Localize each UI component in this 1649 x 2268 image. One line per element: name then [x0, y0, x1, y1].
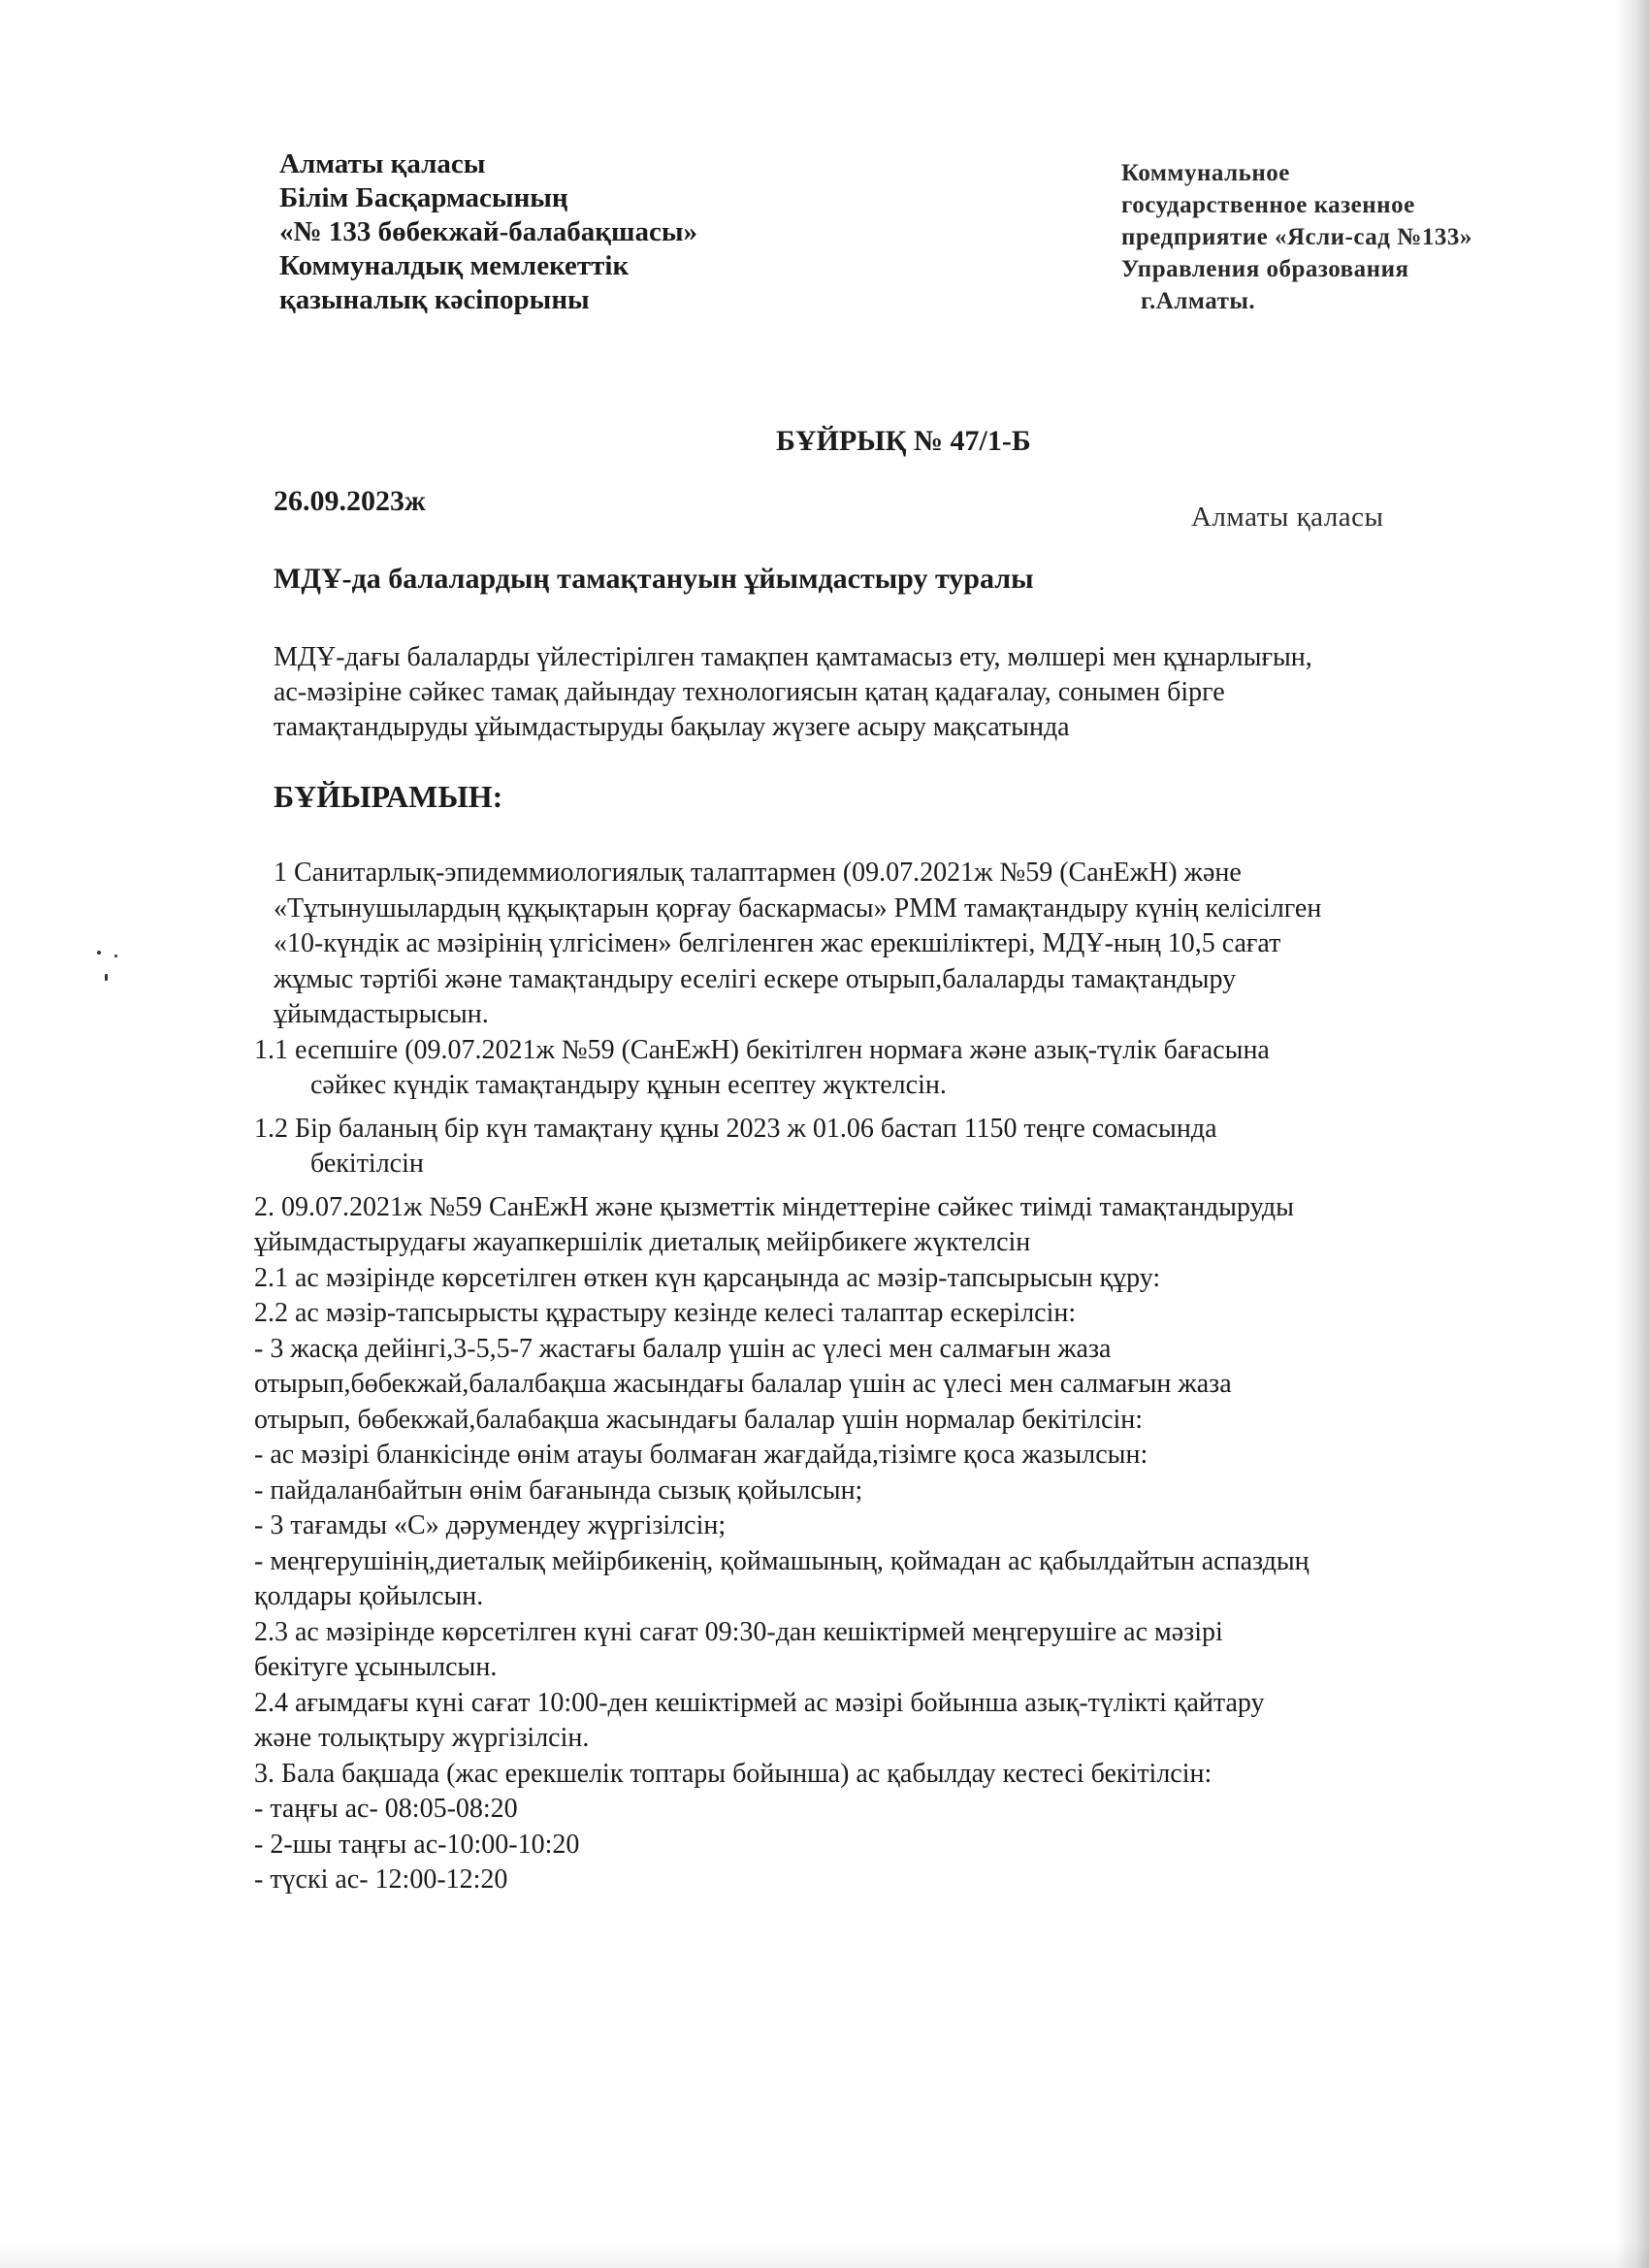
body-line: отырып, бөбекжай,балабақша жасындағы балалар үшін нормалар бекітілсін: — [254, 1404, 1144, 1435]
body-line: 1.1 есепшіге (09.07.2021ж №59 (СанЕжН) бекітілген нормаға және азық-түлік бағасына — [254, 1034, 1270, 1065]
body-line: - таңғы ас- 08:05-08:20 — [254, 1794, 518, 1824]
body-line: - түскі ас- 12:00-12:20 — [254, 1864, 508, 1895]
preamble-line: ас-мәзіріне сәйкес тамақ дайындау технологиясын қатаң қадағалау, сонымен бірге — [274, 677, 1225, 707]
header-left-line: Коммуналдық мемлекеттік — [279, 250, 630, 281]
order-place: Алматы қаласы — [1191, 502, 1384, 533]
body-line: - пайдаланбайтын өнім бағанында сызық қойылсын; — [254, 1474, 863, 1506]
header-right-line: г.Алматы. — [1141, 288, 1256, 314]
body-line: 1.2 Бір баланың бір күн тамақтану құны 2023 ж 01.06 бастап 1150 теңге сомасында — [254, 1113, 1217, 1144]
order-title: БҰЙРЫҚ № 47/1-Б — [776, 425, 1031, 457]
scan-speck — [105, 974, 108, 981]
body-line: «Тұтынушылардың құқықтарын қорғау баскармасы» РММ тамақтандыру күнің келісілген — [274, 892, 1322, 923]
body-line: 2. 09.07.2021ж №59 СанЕжН және қызметтік міндеттеріне сәйкес тиімді тамақтандыруды — [254, 1191, 1294, 1222]
scan-shadow-right — [1616, 0, 1649, 2268]
body-line: 2.4 ағымдағы күні сағат 10:00-ден кешіктірмей ас мәзірі бойынша азық-түлікті қайтару — [254, 1687, 1265, 1718]
header-left-kazakh — [279, 147, 697, 317]
body-line: 2.2 ас мәзір-тапсырысты құрастыру кезінде келесі талаптар ескерілсін: — [254, 1298, 1077, 1328]
body-line: - ас мәзірі бланкісінде өнім атауы болмаған жағдайда,тізімге қоса жазылсын: — [254, 1440, 1148, 1470]
preamble — [274, 640, 1535, 745]
body-line: 1 Санитарлық-эпидеммиологиялық талаптармен (09.07.2021ж №59 (СанЕжН) және — [274, 858, 1242, 888]
header-left-line: Білім Басқармасының — [279, 182, 568, 213]
header-left-line: қазыналық кәсіпорыны — [279, 284, 590, 315]
scan-speck — [114, 955, 117, 957]
header-right-line: предприятие «Ясли-сад №133» — [1121, 224, 1472, 250]
header-right-line: Управления образования — [1121, 256, 1409, 282]
body-line: - меңгерушінің,диеталық мейірбикенің, қоймашының, қоймадан ас қабылдайтын аспаздың — [254, 1545, 1310, 1576]
order-body — [254, 856, 1554, 1898]
body-line: отырып,бөбекжай,балалбақша жасындағы балалар үшін ас үлесі мен салмағын жаза — [254, 1369, 1232, 1399]
body-line: ұйымдастырудағы жауапкершілік диеталық мейірбикеге жүктелсін — [254, 1227, 1031, 1257]
header-right-line: Коммунальное — [1121, 160, 1290, 186]
body-line: «10-күндік ас мәзірінің үлгісімен» белгіленген жас ерекшіліктері, МДҰ-ның 10,5 сағат — [274, 928, 1281, 958]
body-line: 3. Бала бақшада (жас ерекшелік топтары бойынша) ас қабылдау кестесі бекітілсін: — [254, 1758, 1212, 1789]
body-line: ұйымдастырысын. — [274, 999, 489, 1029]
header-right-russian — [1121, 157, 1472, 317]
scan-shadow-bottom — [0, 2243, 1649, 2268]
body-line: 2.1 ас мәзірінде көрсетілген өткен күн қарсаңында ас мәзір-тапсырысын құру: — [254, 1262, 1161, 1293]
body-line: - 2-шы таңғы ас-10:00-10:20 — [254, 1829, 580, 1860]
body-line: бекітуге ұсынылсын. — [254, 1652, 498, 1682]
preamble-line: МДҰ-дағы балаларды үйлестірілген тамақпен қамтамасыз ету, мөлшері мен құнарлығын, — [274, 642, 1312, 672]
body-line: қолдары қойылсын. — [254, 1581, 484, 1611]
header-left-line: «№ 133 бөбекжай-балабақшасы» — [279, 216, 697, 247]
body-line: бекітілсін — [310, 1149, 424, 1179]
body-line: және толықтыру жүргізілсін. — [254, 1723, 590, 1753]
preamble-line: тамақтандыруды ұйымдастыруды бақылау жүзеге асыру мақсатында — [274, 712, 1070, 742]
body-line: сәйкес күндік тамақтандыру құнын есептеу жүктелсін. — [310, 1070, 947, 1100]
header-right-line: государственное казенное — [1121, 192, 1415, 218]
order-subject: МДҰ-да балалардың тамақтануын ұйымдастыру туралы — [274, 563, 1034, 595]
body-line: жұмыс тәртібі және тамақтандыру еселігі ескере отырып,балаларды тамақтандыру — [274, 963, 1237, 994]
scan-speck — [97, 951, 101, 955]
order-date: 26.09.2023ж — [274, 485, 426, 517]
decree-heading: БҰЙЫРАМЫН: — [274, 779, 503, 814]
body-line: 2.3 ас мәзірінде көрсетілген күні сағат 09:30-дан кешіктірмей меңгерушіге ас мәзірі — [254, 1616, 1223, 1647]
body-line: - 3 жасқа дейінгі,3-5,5-7 жастағы балалр үшін ас үлесі мен салмағын жаза — [254, 1333, 1112, 1364]
header-left-line: Алматы қаласы — [279, 148, 486, 179]
body-line: - 3 тағамды «С» дәрумендеу жүргізілсін; — [254, 1510, 727, 1540]
